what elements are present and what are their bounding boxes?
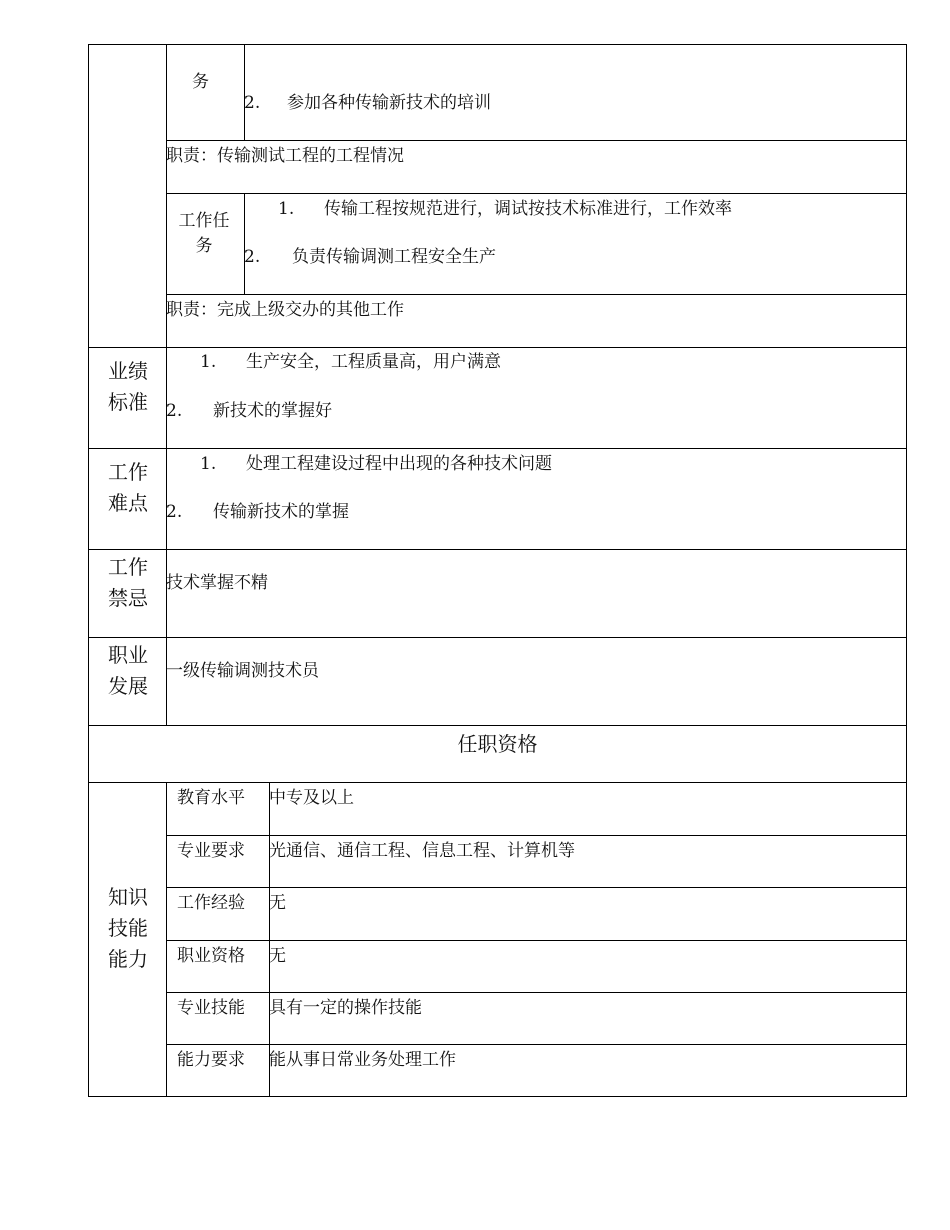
duty-text: 职责：传输测试工程的工程情况: [166, 146, 404, 166]
difficulty-label: 工作难点: [108, 460, 148, 515]
qualification-row-label: 工作经验: [177, 893, 245, 913]
qualification-row-label: 专业技能: [177, 998, 245, 1018]
task-item-number: 2.: [244, 93, 261, 113]
qualification-row-label: 能力要求: [177, 1050, 245, 1070]
qualification-row-label: 专业要求: [177, 841, 245, 861]
qualification-row-value: 光通信、通信工程、信息工程、计算机等: [269, 841, 575, 861]
qualification-row-value: 无: [269, 893, 286, 913]
performance-item-number: 1.: [200, 352, 217, 372]
difficulty-item-number: 2.: [166, 502, 183, 522]
qualification-row-value: 无: [269, 946, 286, 966]
qualification-row-value: 能从事日常业务处理工作: [269, 1050, 456, 1070]
duty-text: 职责：完成上级交办的其他工作: [166, 300, 404, 320]
taboo-label: 工作禁忌: [108, 555, 148, 610]
task-label-tail: 务: [192, 72, 209, 92]
career-label: 职业发展: [108, 643, 148, 698]
task-item-text: 传输工程按规范进行，调试按技术标准进行，工作效率: [324, 199, 732, 219]
qualification-row-value: 具有一定的操作技能: [269, 998, 422, 1018]
task-label: 工作任务: [178, 211, 230, 256]
task-item-number: 1.: [278, 199, 295, 219]
taboo-text: 技术掌握不精: [166, 573, 268, 593]
career-text: 一级传输调测技术员: [166, 661, 319, 681]
qualification-row-label: 职业资格: [177, 946, 245, 966]
difficulty-item-text: 处理工程建设过程中出现的各种技术问题: [246, 454, 552, 474]
qualification-row-value: 中专及以上: [269, 788, 354, 808]
qualification-title: 任职资格: [457, 732, 538, 756]
task-item-text: 参加各种传输新技术的培训: [287, 93, 491, 113]
difficulty-item-text: 传输新技术的掌握: [213, 502, 349, 522]
difficulty-item-number: 1.: [200, 454, 217, 474]
performance-label: 业绩标准: [108, 359, 148, 414]
task-item-number: 2.: [244, 247, 261, 267]
task-item-text: 负责传输调测工程安全生产: [292, 247, 496, 267]
knowledge-group-label: 知识技能能力: [108, 885, 148, 971]
performance-item-number: 2.: [166, 401, 183, 421]
qualification-row-label: 教育水平: [177, 788, 245, 808]
performance-item-text: 生产安全，工程质量高，用户满意: [246, 352, 501, 372]
performance-item-text: 新技术的掌握好: [213, 401, 332, 421]
